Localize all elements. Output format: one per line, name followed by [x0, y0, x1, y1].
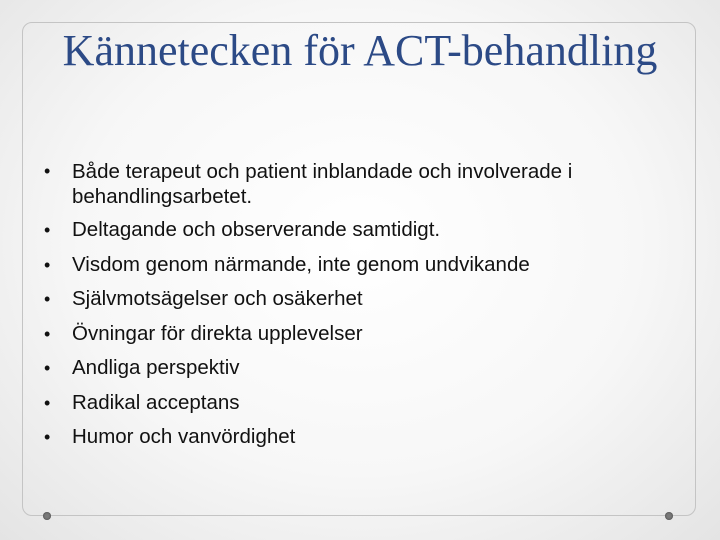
list-item	[44, 351, 694, 386]
list-item-text: Både terapeut och patient inblandade och involverade i behandlingsarbetet.	[72, 160, 573, 208]
list-item-text: Övningar för direkta upplevelser	[72, 321, 363, 345]
list-item	[44, 213, 694, 248]
bullet-icon: •	[44, 289, 51, 309]
bullet-icon: •	[44, 323, 51, 344]
list-item	[44, 282, 694, 317]
slide-title: Kännetecken för ACT-behandling	[62, 26, 658, 75]
bullet-icon: •	[44, 427, 51, 447]
list-item	[44, 386, 694, 421]
bullet-icon: •	[44, 254, 51, 275]
list-item-text: Radikal acceptans	[72, 390, 240, 414]
bullet-icon: •	[44, 220, 51, 240]
list-item-text: Visdom genom närmande, inte genom undvikande	[72, 252, 530, 276]
bullet-icon: •	[44, 358, 51, 378]
list-item	[44, 317, 694, 352]
list-item	[44, 248, 694, 283]
bullet-list	[44, 155, 694, 455]
list-item-text: Självmotsägelser och osäkerhet	[72, 287, 363, 310]
pin-icon	[665, 512, 673, 520]
list-item-text: Andliga perspektiv	[72, 356, 240, 379]
list-item	[44, 420, 694, 455]
bullet-icon: •	[44, 161, 51, 181]
pin-icon	[43, 512, 51, 520]
list-item-text: Humor och vanvördighet	[72, 425, 296, 448]
list-item	[44, 155, 694, 213]
list-item-text: Deltagande och observerande samtidigt.	[72, 218, 441, 241]
bullet-icon: •	[44, 392, 51, 413]
